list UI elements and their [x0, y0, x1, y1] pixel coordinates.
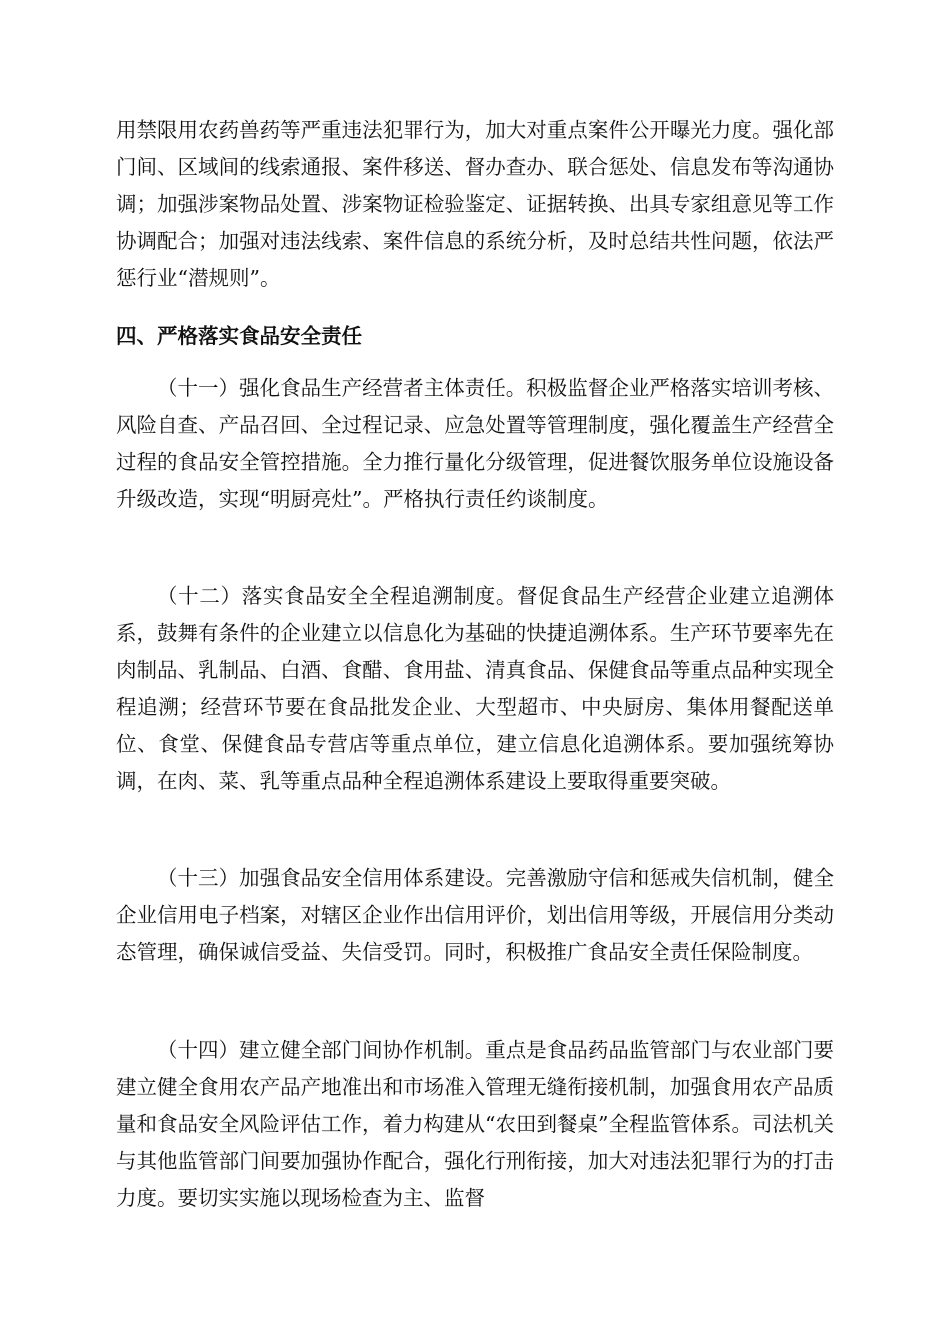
continuation-paragraph-block: [116, 112, 834, 297]
section-12-block: [116, 578, 834, 800]
section-11-paragraph: （十一）强化食品生产经营者主体责任。积极监督企业严格落实培训考核、风险自查、产品召回、全过程记录、应急处置等管理制度，强化覆盖生产经营全过程的食品安全管控措施。全力推行量化分级管理，促进餐饮服务单位设施设备升级改造，实现“明厨亮灶”。严格执行责任约谈制度。: [116, 376, 834, 511]
section-13-paragraph: （十三）加强食品安全信用体系建设。完善激励守信和惩戒失信机制，健全企业信用电子档案，对辖区企业作出信用评价，划出信用等级，开展信用分类动态管理，确保诚信受益、失信受罚。同时，积极推广食品安全责任保险制度。: [116, 866, 834, 964]
section-14-block: [116, 1032, 834, 1217]
continuation-paragraph: 用禁限用农药兽药等严重违法犯罪行为，加大对重点案件公开曝光力度。强化部门间、区域间的线索通报、案件移送、督办查办、联合惩处、信息发布等沟通协调；加强涉案物品处置、涉案物证检验鉴定、证据转换、出具专家组意见等工作协调配合；加强对违法线索、案件信息的系统分析，及时总结共性问题，依法严惩行业“潜规则”。: [116, 118, 834, 290]
section-13-block: [116, 860, 834, 971]
section-14-paragraph: （十四）建立健全部门间协作机制。重点是食品药品监管部门与农业部门要建立健全食用农产品产地准出和市场准入管理无缝衔接机制，加强食用农产品质量和食品安全风险评估工作，着力构建从“农田到餐桌”全程监管体系。司法机关与其他监管部门间要加强协作配合，强化行刑衔接，加大对违法犯罪行为的打击力度。要切实实施以现场检查为主、监督: [116, 1038, 834, 1210]
section-12-paragraph: （十二）落实食品安全全程追溯制度。督促食品生产经营企业建立追溯体系，鼓舞有条件的企业建立以信息化为基础的快捷追溯体系。生产环节要率先在肉制品、乳制品、白酒、食醋、食用盐、清真食品、保健食品等重点品种实现全程追溯；经营环节要在食品批发企业、大型超市、中央厨房、集体用餐配送单位、食堂、保健食品专营店等重点单位，建立信息化追溯体系。要加强统筹协调，在肉、菜、乳等重点品种全程追溯体系建设上要取得重要突破。: [116, 584, 834, 793]
section-heading: 四、严格落实食品安全责任: [116, 324, 362, 348]
section-11-block: [116, 370, 834, 518]
